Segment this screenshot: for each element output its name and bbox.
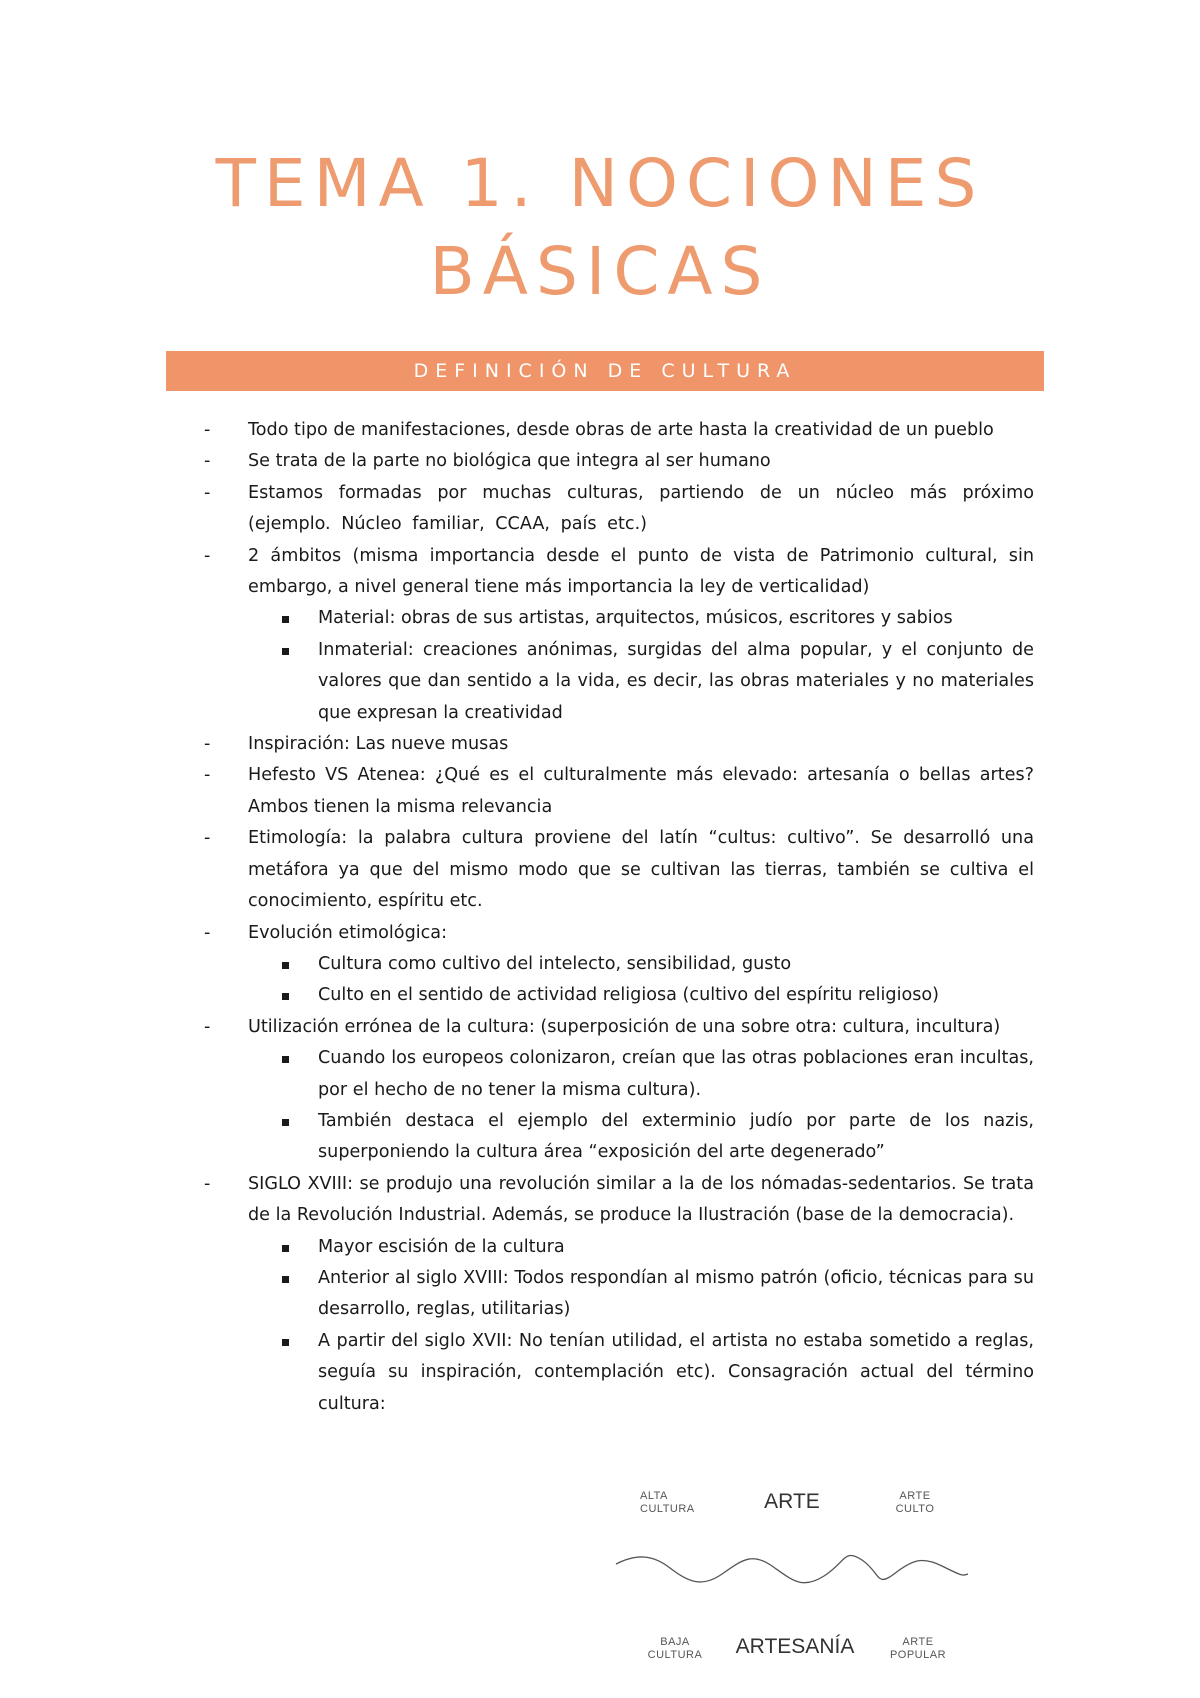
sub-list-item [318,635,1034,729]
title-line-2: BÁSICAS [429,233,771,310]
section-heading: DEFINICIÓN DE CULTURA [413,360,797,382]
list-item: - Se trata de la parte no biológica que integra al ser humano [204,446,1034,477]
label-alta-cultura [640,1490,710,1516]
sub-list-item [318,1263,1034,1326]
label-baja-line2: CULTURA [647,1649,703,1661]
square-bullet-icon [282,1245,289,1252]
label-alta-line1: ALTA [640,1490,668,1502]
list-item: - Estamos formadas por muchas culturas, partiendo de un núcleo más próximo (ejemplo. Núcleo familiar, CCAA, país etc.) [204,478,1034,541]
sub-list-item [318,603,1034,634]
label-arte-culto [880,1490,950,1516]
sub-list-item [318,1043,1034,1106]
label-artesania: ARTESANÍA [735,1635,855,1658]
label-arte-popular-line2: POPULAR [889,1649,947,1661]
label-arte-popular [878,1636,958,1662]
square-bullet-icon [282,962,289,969]
sub-item-text: A partir del siglo XVII: No tenían utilidad, el artista no estaba sometido a reglas, seguía su inspiración, contemplación etc). Consagración actual del término cultura: [318,1330,1034,1414]
sub-list-item [318,949,1034,980]
square-bullet-icon [282,993,289,1000]
sub-list-item [318,1232,1034,1263]
list-item: - Todo tipo de manifestaciones, desde obras de arte hasta la creatividad de un pueblo [204,415,1034,446]
sub-item-text: Mayor escisión de la cultura [318,1236,565,1257]
sub-item-text: Inmaterial: creaciones anónimas, surgidas del alma popular, y el conjunto de valores que dan sentido a la vida, es decir, las obras materiales y no materiales que expresan la creatividad [318,639,1034,723]
label-arte-culto-line1: ARTE [899,1490,931,1502]
sub-item-text: Material: obras de sus artistas, arquitectos, músicos, escritores y sabios [318,608,953,629]
sub-item-text: Cuando los europeos colonizaron, creían que las otras poblaciones eran incultas, por el hecho de no tener la misma cultura). [318,1048,1034,1100]
square-bullet-icon [282,1339,289,1346]
sub-item-text: Anterior al siglo XVIII: Todos respondían al mismo patrón (oficio, técnicas para su desarrollo, reglas, utilitarias) [318,1267,1034,1320]
sub-item-text: Cultura como cultivo del intelecto, sensibilidad, gusto [318,953,792,974]
label-alta-line2: CULTURA [640,1503,695,1515]
list-item: - 2 ámbitos (misma importancia desde el punto de vista de Patrimonio cultural, sin embargo, a nivel general tiene más importancia la ley de verticalidad) [204,541,1034,604]
page-title [0,140,1200,316]
square-bullet-icon [282,616,289,623]
list-item: - Inspiración: Las nueve musas [204,729,1034,760]
label-arte: ARTE [764,1490,820,1513]
square-bullet-icon [282,1119,289,1126]
title-line-1: TEMA 1. NOCIONES [215,145,985,222]
sub-list-item [318,1106,1034,1169]
label-baja-cultura [640,1636,710,1662]
label-arte-popular-line1: ARTE [902,1636,934,1648]
section-heading-banner [166,351,1044,391]
sub-list-item [318,1326,1034,1420]
square-bullet-icon [282,1056,289,1063]
list-item: - Evolución etimológica: [204,918,1034,949]
label-arte-culto-line2: CULTO [895,1503,935,1515]
sub-item-text: Culto en el sentido de actividad religiosa (cultivo del espíritu religioso) [318,985,940,1006]
sub-list-item [318,980,1034,1011]
sub-item-text: También destaca el ejemplo del exterminio judío por parte de los nazis, superponiendo la cultura área “exposición del arte degenerado” [318,1110,1034,1163]
list-item: - Etimología: la palabra cultura proviene del latín “cultus: cultivo”. Se desarrolló una metáfora ya que del mismo modo que se cultivan las tierras, también se cultiva el conocimiento, espíritu etc. [204,823,1034,917]
square-bullet-icon [282,1276,289,1283]
content-list [204,415,1034,1420]
list-item: - SIGLO XVIII: se produjo una revolución similar a la de los nómadas-sedentarios. Se trata de la Revolución Industrial. Además, se produce la Ilustración (base de la democracia). [204,1169,1034,1232]
label-baja-line1: BAJA [660,1636,690,1648]
square-bullet-icon [282,648,289,655]
list-item: - Utilización errónea de la cultura: (superposición de una sobre otra: cultura, incultura) [204,1012,1034,1043]
wave-divider [612,1546,972,1596]
list-item: - Hefesto VS Atenea: ¿Qué es el culturalmente más elevado: artesanía o bellas artes? Ambos tienen la misma relevancia [204,760,1034,823]
